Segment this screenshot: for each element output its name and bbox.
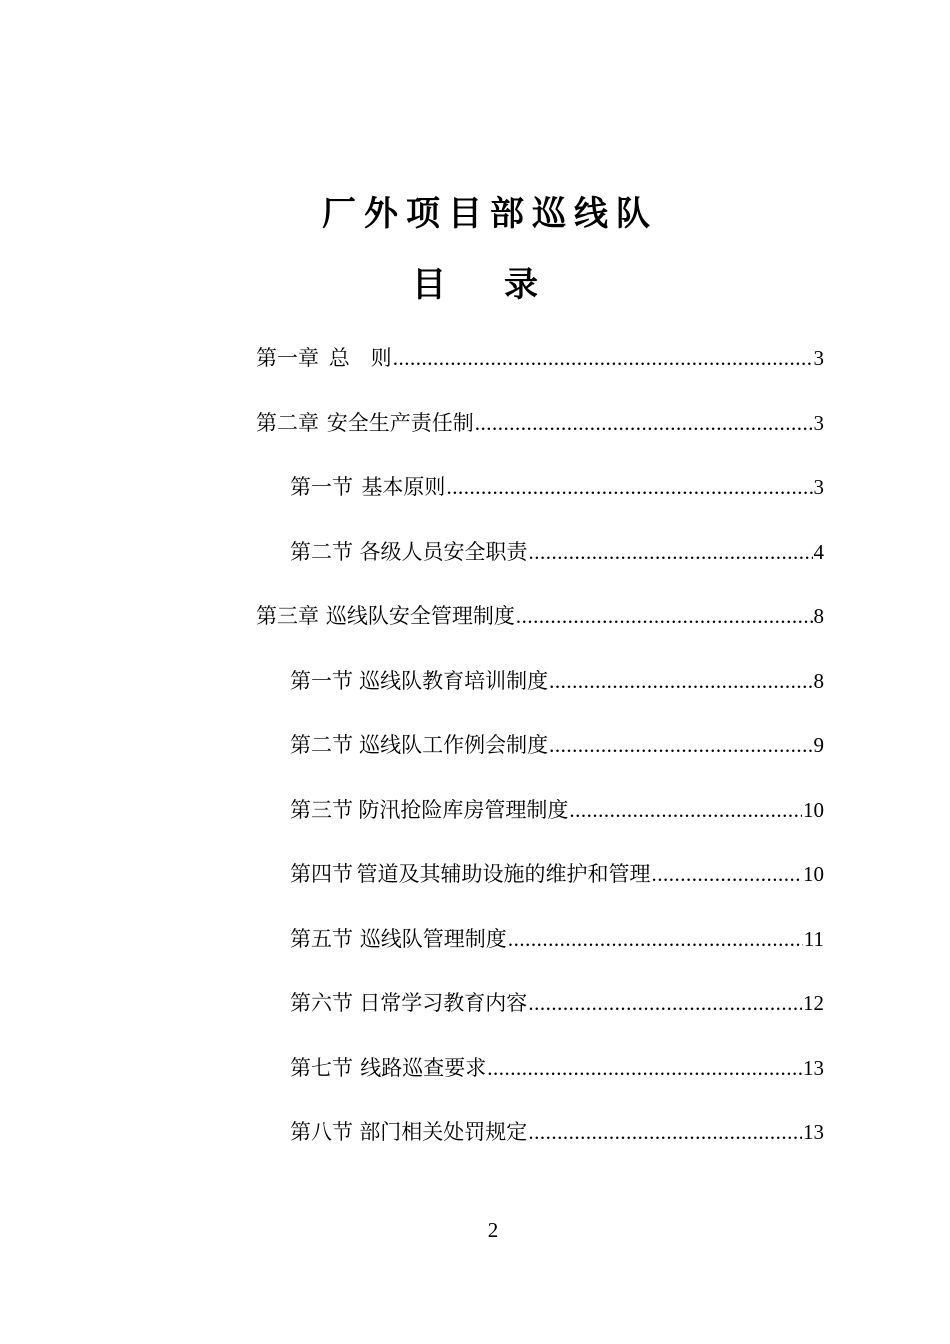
toc-entry-section[interactable]	[256, 725, 824, 790]
toc-entry-page: 13	[803, 1120, 824, 1144]
toc-entry-title: 巡线队工作例会制度	[359, 733, 549, 757]
toc-entry-number: 第四节	[290, 862, 353, 886]
toc-dot-leader	[475, 403, 813, 443]
toc-entry-number: 第二节	[290, 733, 353, 757]
toc-entry-page: 4	[813, 539, 824, 564]
toc-entry-number: 第五节	[290, 926, 353, 951]
toc-entry-page: 10	[803, 862, 824, 886]
document-title: 厂外项目部巡线队	[322, 194, 658, 234]
toc-dot-leader	[651, 854, 802, 894]
toc-entry-chapter-1[interactable]	[256, 338, 824, 403]
toc-entry-page: 9	[813, 733, 824, 757]
toc-entry-number: 第一节	[290, 475, 353, 499]
toc-entry-title: 总 则	[328, 346, 392, 370]
toc-entry-number: 第一节	[290, 668, 353, 693]
toc-entry-page: 12	[803, 991, 824, 1015]
toc-entry-title: 巡线队教育培训制度	[359, 668, 549, 693]
toc-dot-leader	[487, 1048, 802, 1088]
toc-entry-section[interactable]	[256, 790, 824, 855]
toc-entry-title: 安全生产责任制	[326, 410, 474, 435]
toc-entry-title: 巡线队管理制度	[359, 926, 507, 951]
toc-dot-leader	[508, 919, 803, 959]
toc-entry-title: 基本原则	[361, 475, 446, 499]
toc-dot-leader	[529, 532, 813, 572]
toc-entry-number: 第一章	[256, 346, 319, 370]
toc-entry-title: 各级人员安全职责	[359, 539, 528, 564]
toc-heading	[0, 265, 950, 305]
toc-entry-page: 8	[813, 604, 824, 628]
toc-entry-page: 3	[813, 475, 824, 499]
toc-entry-page: 3	[813, 346, 824, 370]
toc-entry-title: 日常学习教育内容	[359, 991, 528, 1015]
toc-entry-number: 第六节	[290, 991, 353, 1015]
toc-entry-title: 部门相关处罚规定	[359, 1120, 528, 1144]
toc-heading-right: 录	[504, 265, 538, 305]
toc-dot-leader	[528, 983, 802, 1023]
toc-entry-section[interactable]	[256, 854, 824, 919]
toc-entry-section[interactable]	[256, 919, 824, 984]
toc-dot-leader	[569, 790, 802, 830]
toc-dot-leader	[393, 338, 813, 378]
toc-entry-number: 第三节	[290, 797, 353, 822]
table-of-contents	[256, 338, 824, 1177]
toc-entry-chapter-2[interactable]	[256, 403, 824, 468]
toc-entry-section[interactable]	[256, 1112, 824, 1177]
toc-entry-page: 11	[803, 926, 824, 951]
toc-entry-number: 第二章	[256, 410, 319, 435]
toc-entry-section[interactable]	[256, 983, 824, 1048]
toc-heading-left: 目	[412, 265, 446, 305]
toc-entry-section[interactable]	[256, 661, 824, 726]
toc-entry-title: 线路巡查要求	[360, 1055, 487, 1080]
toc-entry-chapter-3[interactable]	[256, 596, 824, 661]
toc-entry-number: 第七节	[290, 1055, 353, 1080]
toc-dot-leader	[549, 661, 812, 701]
page-number: 2	[487, 1218, 499, 1242]
toc-entry-section[interactable]	[256, 467, 824, 532]
toc-entry-page: 3	[813, 410, 824, 435]
toc-entry-page: 8	[813, 668, 824, 693]
toc-entry-number: 第三章	[256, 604, 319, 628]
toc-entry-number: 第二节	[290, 539, 353, 564]
toc-entry-title: 管道及其辅助设施的维护和管理	[356, 862, 651, 886]
toc-entry-section[interactable]	[256, 532, 824, 597]
toc-dot-leader	[446, 467, 812, 507]
toc-dot-leader	[528, 1112, 802, 1152]
toc-dot-leader	[516, 596, 813, 636]
toc-entry-page: 10	[803, 797, 824, 822]
toc-entry-title: 巡线队安全管理制度	[325, 604, 515, 628]
toc-entry-section[interactable]	[256, 1048, 824, 1113]
toc-entry-title: 防汛抢险库房管理制度	[358, 797, 569, 822]
toc-entry-number: 第八节	[290, 1120, 353, 1144]
toc-dot-leader	[549, 725, 812, 765]
toc-entry-page: 13	[803, 1055, 824, 1080]
